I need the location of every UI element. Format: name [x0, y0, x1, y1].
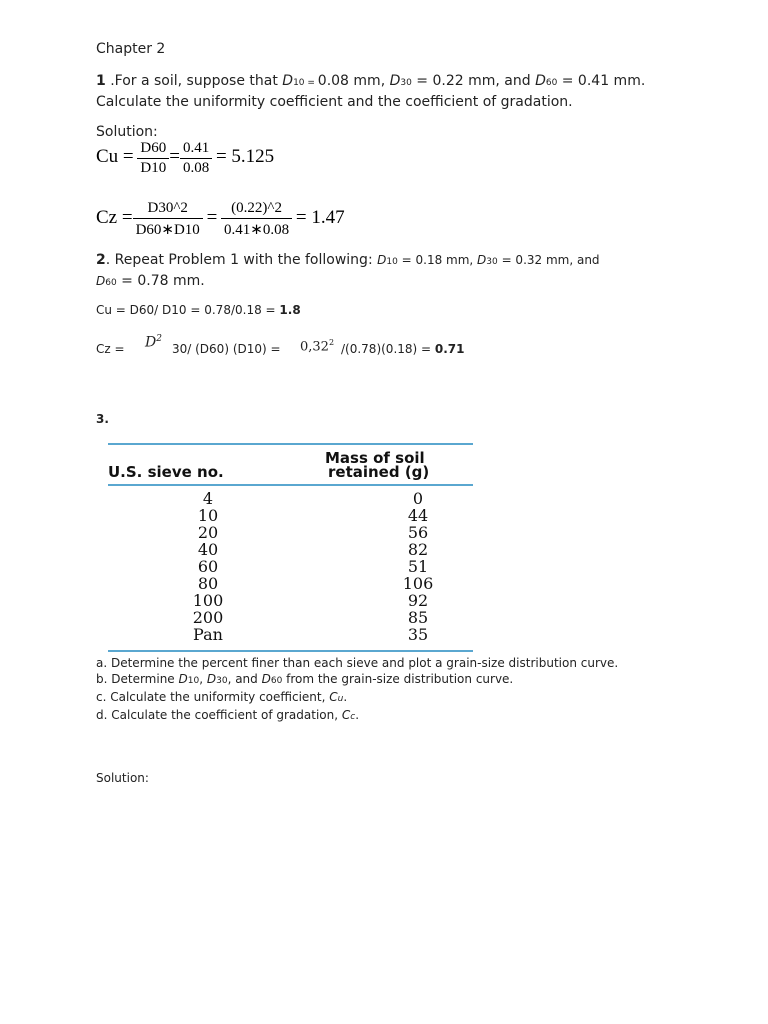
cz-fraction-1: $\frac{D30\^{}2}{D60∗D10}$ [133, 200, 203, 239]
table-header-rule [108, 484, 473, 486]
cz-formula: Cz = $\frac{D30\^{}2}{D60∗D10}$ = $\frac{(0.22)\^{}2}{0.41∗0.08}$ = 1.47 [96, 200, 345, 238]
problem-3-tasks [96, 655, 736, 725]
cz-result: = 1.47 [295, 206, 345, 228]
table-row-mass: 56 [407, 523, 429, 542]
chapter-title: Chapter 2 [96, 41, 166, 57]
table-row-mass: 51 [407, 557, 429, 576]
problem-2-cu: Cu = D60/ D10 = 0.78/0.18 = 1.8 [96, 303, 301, 317]
table-row-sieve: 80 [197, 574, 219, 593]
table-row-mass: 35 [407, 625, 429, 644]
problem-2-cz-value: 0,32$^2$ [300, 338, 335, 355]
table-row-mass: 106 [402, 574, 434, 593]
problem-3-number: 3. [96, 412, 109, 426]
table-row-mass: 0 [412, 489, 424, 508]
sieve-table [108, 441, 473, 655]
cu-fraction-1: $\frac{D60}{D10}$ [137, 140, 169, 177]
table-row-sieve: 100 [192, 591, 224, 610]
table-top-rule [108, 443, 473, 445]
table-row-mass: 82 [407, 540, 429, 559]
col1-header: U.S. sieve no. [108, 463, 224, 481]
col2-header-line2: retained (g) [328, 463, 430, 481]
problem-1-line-2: Calculate the uniformity coefficient and the coefficient of gradation. [96, 94, 573, 110]
col2-header-line1: Mass of soil [325, 449, 425, 467]
problem-2-cz-lhs: Cz = [96, 342, 125, 356]
table-row-mass: 85 [407, 608, 429, 627]
cu-fraction-2: $\frac{0.41}{0.08}$ [180, 140, 212, 177]
table-row-mass: 92 [407, 591, 429, 610]
problem-2-cz-mid: 30/ (D60) (D10) = [172, 342, 281, 356]
problem-2-cz-rest: /(0.78)(0.18) = 0.71 [341, 342, 465, 356]
task-c: c. Calculate the uniformity coefficient, Cu. [96, 690, 348, 704]
table-row-sieve: 10 [197, 506, 219, 525]
task-d: d. Calculate the coefficient of gradation, Cc. [96, 708, 360, 722]
problem-2-number: 2 [96, 252, 106, 268]
cu-result: = 5.125 [215, 145, 275, 167]
problem-1-line-1: 1 .For a soil, suppose that D10 = 0.08 mm, D30 = 0.22 mm, and D60 = 0.41 mm. [96, 73, 646, 89]
solution-label-1: Solution: [96, 124, 158, 140]
table-row-sieve: 200 [192, 608, 224, 627]
table-bottom-rule [108, 650, 473, 652]
problem-2-cz-d: $D^2$ [145, 334, 162, 351]
problem-1-number: 1 [96, 73, 106, 89]
table-row-sieve: 4 [202, 489, 214, 508]
table-row-mass: 44 [407, 506, 429, 525]
table-row-sieve: 20 [197, 523, 219, 542]
table-row-sieve: 40 [197, 540, 219, 559]
cz-fraction-2: $\frac{(0.22)\^{}2}{0.41∗0.08}$ [221, 200, 292, 239]
cu-formula: Cu = $\frac{D60}{D10}$ = $\frac{0.41}{0.08}$ = 5.125 [96, 140, 275, 176]
task-b: b. Determine D10, D30, and D60 from the grain-size distribution curve. [96, 672, 514, 686]
table-row-sieve: Pan [193, 625, 223, 644]
solution-label-2: Solution: [96, 771, 149, 785]
problem-2: 2. Repeat Problem 1 with the following: D10 = 0.18 mm, D30 = 0.32 mm, and D60 = 0.78 mm. [96, 252, 600, 289]
task-a: a. Determine the percent finer than each sieve and plot a grain-size distribution curve. [96, 656, 619, 670]
table-row-sieve: 60 [197, 557, 219, 576]
problem-1 [96, 72, 696, 112]
